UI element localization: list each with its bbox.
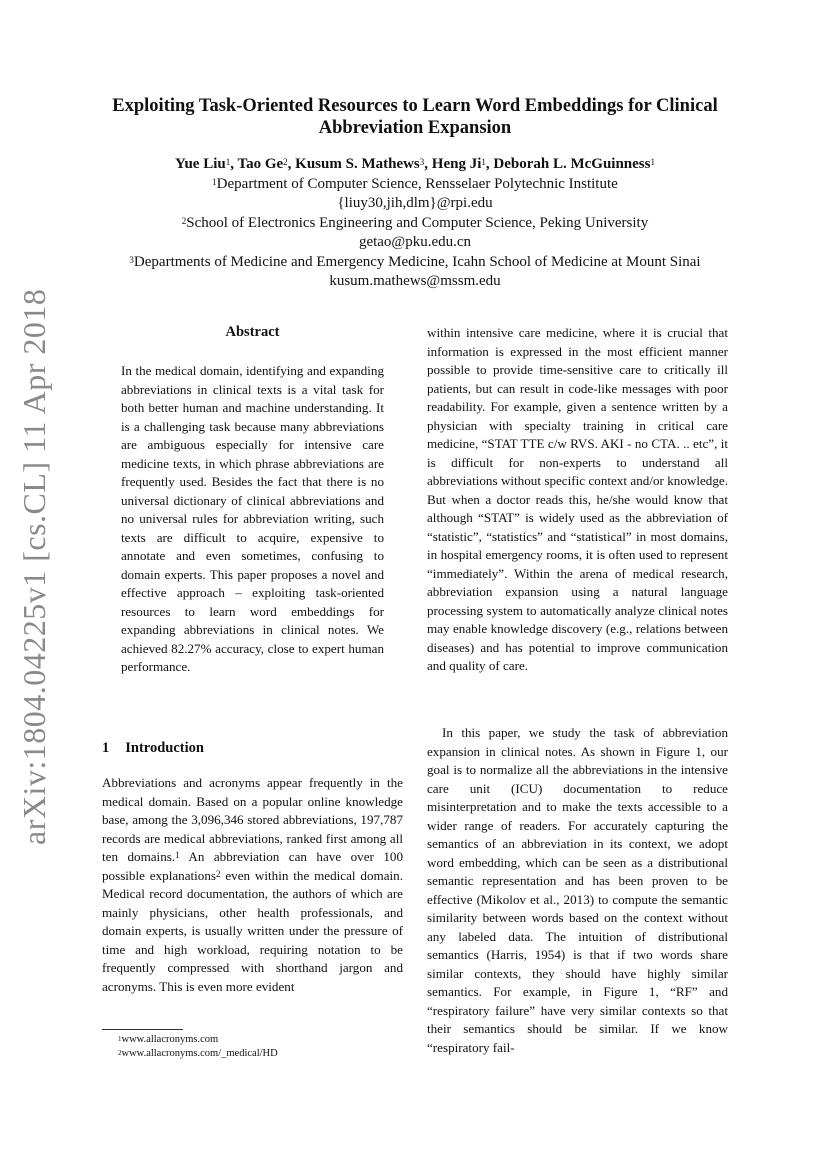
right-paragraph-1: within intensive care medicine, where it is crucial that information is expressed in the most efficient manner possible to provide time-sensitive care to critically ill patients, but can result in code-like messages with poor readability. For example, given a sentence written by a physician with specialty training in critical care medicine, “STAT TTE c/w RVS. AKI - no CTA. .. etc”, it is difficult for non-experts to understand all abbreviations without specific context and/or knowledge. But when a doctor reads this, he/she would know that although “STAT” is widely used as the abbreviation of “statistic”, “statistics” and “statistical” in most domains, in hospital emergency rooms, it is often used to represent “immediately”. Within the arena of medical research, abbreviation expansion using a natural language processing system to automatically analyze clinical notes may enable knowledge discovery (e.g., relations between diseases) and has potential to improve communication and quality of care. [427, 325, 728, 673]
footnote-rule [102, 1029, 183, 1030]
section-number: 1 [102, 740, 110, 756]
intro-paragraph: Abbreviations and acronyms appear frequently in the medical domain. Based on a popular online knowledge base, among the 3,096,346 stored abbreviations, 197,787 records are medical abbreviations, ranked first among all ten domains.$^1$ An abbreviation can have over 100 possible explanations$^2$ even within the medical domain. Medical record documentation, the authors of which are mainly physicians, other health professionals, and domain experts, is usually written under the pressure of time and high workload, requiring notation to be frequently compressed with shorthand jargon and acronyms. This is even more evident [102, 775, 403, 994]
right-paragraph-2: In this paper, we study the task of abbreviation expansion in clinical notes. As shown in Figure 1, our goal is to normalize all the abbreviations in the intensive care unit (ICU) documentation to reduce misinterpretation and to make the texts accessible to a wider range of readers. For accurately capturing the semantics of an abbreviation in its context, we adopt word embedding, which can be seen as a distributional semantic representation and has been proven to be effective (Mikolov et al., 2013) to compute the semantic similarity between words based on the context without any labeled data. The intuition of distributional semantics (Harris, 1954) is that if two words share similar contexts, they should have highly similar semantics. For example, in Figure 1, “RF” and “respiratory failure” have very similar contexts so that their semantics should be similar. If we know “respiratory fail- [427, 725, 728, 1055]
abstract-heading: Abstract [225, 324, 280, 340]
author-block [40, 155, 790, 292]
arxiv-stamp: arXiv:1804.04225v1 [cs.CL] 11 Apr 2018 [16, 288, 52, 845]
email-2: getao@pku.edu.cn [358, 234, 472, 250]
author-names: Yue Liu$^1$, Tao Ge$^2$, Kusum S. Mathews$^3$, Heng Ji$^1$, Deborah L. McGuinness$^1$ [175, 156, 655, 172]
affiliation-3: $^3$Departments of Medicine and Emergency Medicine, Icahn School of Medicine at Mount Sinai [129, 253, 701, 270]
email-3: kusum.mathews@mssm.edu [329, 273, 501, 289]
abstract-text: In the medical domain, identifying and expanding abbreviations in clinical texts is a vital task for both better human and machine understanding. It is a challenging task because many abbreviations are ambiguous especially for intensive care medicine texts, in which phrase abbreviations are frequently used. Besides the fact that there is no universal dictionary of clinical abbreviations and no universal rules for abbreviation writing, such texts are difficult to acquire, expensive to annotate and even sometimes, confusing to domain experts. This paper proposes a novel and effective approach – exploiting task-oriented resources to learn word embeddings for expanding abbreviations in clinical notes. We achieved 82.27% accuracy, close to expert human performance. [121, 363, 384, 674]
section-title: Introduction [125, 740, 204, 756]
footnote-2: $^2$www.allacronyms.com/_medical/HD [118, 1048, 278, 1059]
email-1: {liuy30,jih,dlm}@rpi.edu [337, 195, 493, 211]
paper-title: Exploiting Task-Oriented Resources to Learn Word Embeddings for Clinical Abbreviation Expansion [112, 96, 718, 138]
footnote-1: $^1$www.allacronyms.com [118, 1034, 219, 1045]
section-heading [102, 740, 220, 757]
affiliation-2: $^2$School of Electronics Engineering and Computer Science, Peking University [181, 214, 649, 231]
affiliation-1: $^1$Department of Computer Science, Rensselaer Polytechnic Institute [212, 175, 618, 192]
